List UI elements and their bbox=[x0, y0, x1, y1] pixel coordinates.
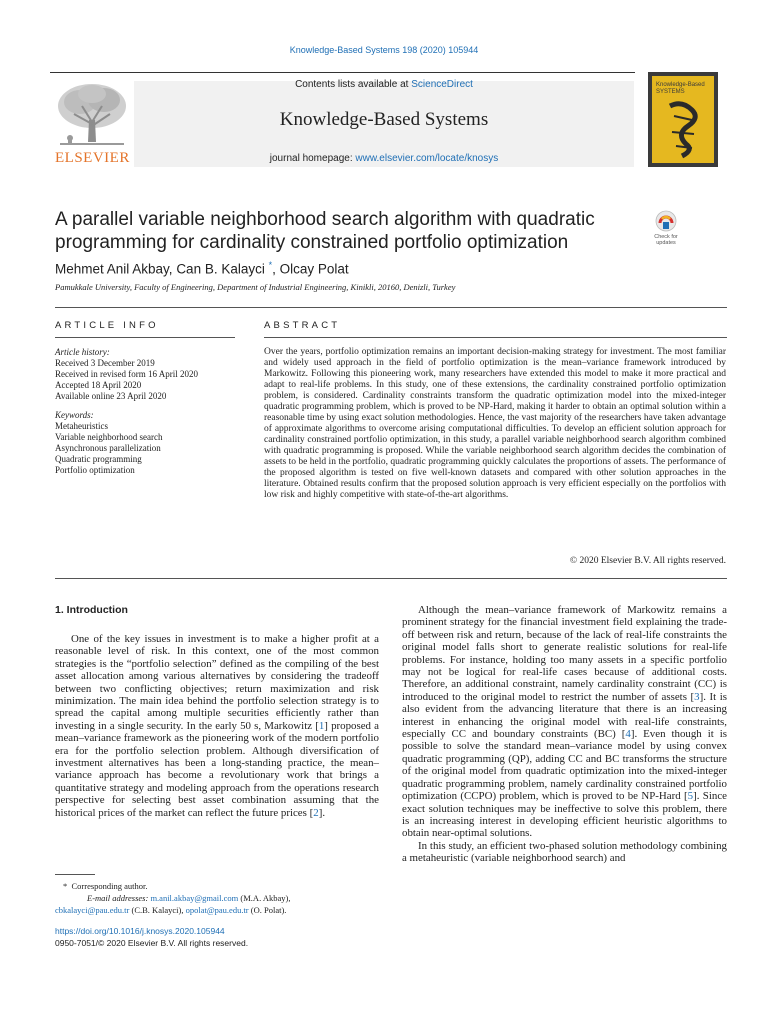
corresponding-author-label: Corresponding author. bbox=[71, 881, 148, 891]
issn-copyright: 0950-7051/© 2020 Elsevier B.V. All rights reserved. bbox=[55, 938, 249, 948]
article-title-line-1: A parallel variable neighborhood search algorithm with quadratic bbox=[55, 209, 595, 230]
text-run: ] proposed a mean–variance framework as the pioneering work of the modern portfolio era for the portfolio selection problem. Although diversification of investment alternatives has been a long-standing practice, the mean–variance approach has become a revolutionary work that brings a quantitative strategy and modeling approach from the operations research perspective for selecting best asset combination assuming that the historical prices of the market can reflect the future prices [ bbox=[55, 719, 379, 819]
elsevier-wordmark bbox=[55, 150, 130, 167]
keyword-item: Variable neighborhood search bbox=[55, 432, 163, 442]
article-info-divider bbox=[55, 337, 235, 338]
text-run: ]. It is also evident from the advancing literature that there is an increasing interest in enhancing the original model with real-life constraints, especially CC and boundary constraints (BC) [ bbox=[402, 690, 728, 741]
email-owner: (C.B. Kalayci), bbox=[129, 905, 186, 915]
email-owner: (O. Polat). bbox=[248, 905, 287, 915]
contents-prefix: Contents lists available at bbox=[295, 79, 412, 90]
abstract-copyright: © 2020 Elsevier B.V. All rights reserved. bbox=[569, 556, 726, 566]
journal-cover-thumbnail[interactable] bbox=[648, 72, 718, 167]
check-for-updates-button[interactable] bbox=[648, 210, 684, 250]
article-info-heading: ARTICLE INFO bbox=[55, 320, 159, 331]
cover-art bbox=[652, 76, 714, 163]
abstract-bottom-divider bbox=[55, 578, 727, 579]
email-owner: (M.A. Akbay), bbox=[238, 893, 291, 903]
email-addresses-cont bbox=[55, 904, 385, 916]
citation-ref-3[interactable]: 3 bbox=[694, 690, 700, 703]
history-revised: Received in revised form 16 April 2020 bbox=[55, 369, 198, 379]
journal-citation[interactable]: Knowledge-Based Systems 198 (2020) 105944 bbox=[289, 45, 479, 55]
check-updates-label: Check for updates bbox=[654, 234, 678, 246]
keyword-item: Portfolio optimization bbox=[55, 465, 135, 475]
history-online: Available online 23 April 2020 bbox=[55, 391, 167, 401]
citation-ref-1[interactable]: 1 bbox=[318, 719, 325, 732]
footnote-divider bbox=[55, 874, 95, 875]
email-link-polat[interactable]: opolat@pau.edu.tr bbox=[185, 905, 249, 915]
author-list bbox=[55, 260, 349, 277]
intro-paragraph-1 bbox=[55, 633, 379, 819]
corresponding-author-note bbox=[55, 880, 385, 892]
check-updates-icon bbox=[648, 210, 684, 234]
contents-available bbox=[134, 79, 634, 90]
author-kalayci[interactable]: Can B. Kalayci bbox=[176, 261, 269, 277]
journal-title: Knowledge-Based Systems bbox=[279, 109, 489, 130]
abstract-text: Over the years, portfolio optimization remains an important decision-making strategy for investment. The most familiar and widely used approach in the field of portfolio optimization is the mean–variance framework introduced by Markowitz. Following this pioneering work, many researchers have extended this model to make it more practical and adapt to real-life problems. In this study, one of these extensions, the cardinality constrained portfolio optimization problem, is considered. Cardinality constraints transform the quadratic optimization model into the mixed-integer quadratic programming problem, which is proved to be NP-Hard, making it harder to obtain an optimal solution within a reasonable time by using exact solution methodologies. Hence, the vast majority of the researchers have taken advantage of approximate algorithms to overcome arising computational difficulties. To develop an efficient solution approach for cardinality constrained portfolio optimization, in this study, a parallel variable neighborhood search algorithm combined with quadratic programming is proposed. While the variable neighborhood search algorithm decides the combination of assets to be held in the portfolio, quadratic programming quickly calculates the proportions of assets. The performance of the proposed algorithm is tested on five well-known datasets and compared with other solution approaches in the literature. Obtained results confirm that the proposed solution approach is very efficient especially on the portfolios with low risk and highly competitive with state-of-the-art algorithms. bbox=[264, 347, 726, 500]
history-accepted: Accepted 18 April 2020 bbox=[55, 380, 142, 390]
email-link-kalayci[interactable]: cbkalayci@pau.edu.tr bbox=[55, 905, 130, 915]
text-run: ]. Since exact solution techniques may be ineffective to solve this problem, there is an increasing interest in developing efficient heuristic algorithms to obtain near-optimal solutions. bbox=[402, 790, 727, 840]
journal-homepage bbox=[134, 153, 634, 164]
body-column-left bbox=[55, 633, 379, 819]
article-identifiers bbox=[55, 925, 248, 949]
history-received: Received 3 December 2019 bbox=[55, 358, 155, 368]
author-polat[interactable]: , Olcay Polat bbox=[272, 261, 349, 277]
citation-ref-4[interactable]: 4 bbox=[625, 728, 631, 741]
keyword-item: Metaheuristics bbox=[55, 421, 108, 431]
cover-title: Knowledge-Based SYSTEMS bbox=[656, 82, 705, 95]
text-run: ]. Even though it is possible to solve the standard mean–variance model by using convex quadratic programming (QP), adding CC and BC transforms the structure of the original model from quadratic optimization into the mixed-integer quadratic programming problem, namely cardinality constrained portfolio optimization (CCPO) problem, which is proved to be NP-Hard [ bbox=[402, 728, 727, 803]
email-addresses bbox=[55, 892, 385, 904]
citation-ref-2[interactable]: 2 bbox=[313, 806, 319, 819]
affiliation: Pamukkale University, Faculty of Engineering, Department of Industrial Engineering, Kinikli, 20160, Denizli, Turkey bbox=[55, 282, 456, 292]
section-heading-introduction: 1. Introduction bbox=[55, 604, 128, 616]
intro-paragraph-3: In this study, an efficient two-phased solution methodology combining a metaheuristic (variable neighborhood search) and bbox=[402, 839, 727, 865]
abstract-divider bbox=[264, 337, 727, 338]
article-history bbox=[55, 347, 235, 402]
doi-link[interactable]: https://doi.org/10.1016/j.knosys.2020.105944 bbox=[55, 926, 225, 936]
journal-masthead bbox=[50, 72, 635, 170]
homepage-label: journal homepage: bbox=[269, 153, 356, 164]
author-akbay[interactable]: Mehmet Anil Akbay, bbox=[55, 261, 177, 277]
cover-graphic bbox=[652, 76, 714, 163]
history-label: Article history: bbox=[55, 347, 110, 357]
text-run: ]. bbox=[318, 806, 326, 819]
footnote bbox=[55, 880, 385, 916]
header-divider bbox=[55, 307, 727, 308]
elsevier-wordmark-text: ELSEVIER bbox=[55, 150, 130, 166]
keywords bbox=[55, 410, 235, 476]
keyword-item: Asynchronous parallelization bbox=[55, 443, 161, 453]
email-link-akbay[interactable]: m.anil.akbay@gmail.com bbox=[150, 893, 239, 903]
article-title-line-2: programming for cardinality constrained portfolio optimization bbox=[55, 232, 569, 253]
keywords-label: Keywords: bbox=[55, 410, 94, 420]
sciencedirect-link[interactable]: ScienceDirect bbox=[411, 79, 473, 90]
elsevier-tree-logo bbox=[52, 80, 132, 150]
text-run: Although the mean–variance framework of Markowitz remains a prominent strategy for the financial investment field explaining the trade-off between risk and return, because of the lack of real-life constraints the original model falls short to generate realistic solutions for real-life problems. For instance, holding too many assets in a specific portfolio may not be logical for real-life cases because of additional costs. Therefore, an additional constraint, namely cardinality constraint (CC) is introduced to the original model to restrict the number of assets [ bbox=[402, 604, 727, 703]
text-run: One of the key issues in investment is to make a higher profit at a reasonable level of risk. In this context, one of the most common strategies is the “portfolio selection” defined as the compiling of the best asset allocation among various alternatives by considering the tradeoff between two conflicting objectives; return maximization and risk minimization. The main idea behind the portfolio selection strategy is to spread the capital among multiple securities efficiently rather than investing in a single security. In the early 50 s, Markowitz [ bbox=[55, 633, 379, 732]
citation-ref-5[interactable]: 5 bbox=[687, 790, 694, 803]
corresponding-author-mark[interactable]: * bbox=[268, 260, 273, 270]
homepage-link[interactable]: www.elsevier.com/locate/knosys bbox=[355, 153, 499, 164]
email-label: E-mail addresses: bbox=[87, 893, 149, 903]
article-title bbox=[55, 208, 615, 254]
body-column-right bbox=[402, 604, 727, 865]
keyword-item: Quadratic programming bbox=[55, 454, 142, 464]
abstract-heading: ABSTRACT bbox=[264, 320, 341, 331]
footnote-mark: * bbox=[63, 881, 68, 891]
intro-paragraph-2 bbox=[402, 604, 727, 840]
